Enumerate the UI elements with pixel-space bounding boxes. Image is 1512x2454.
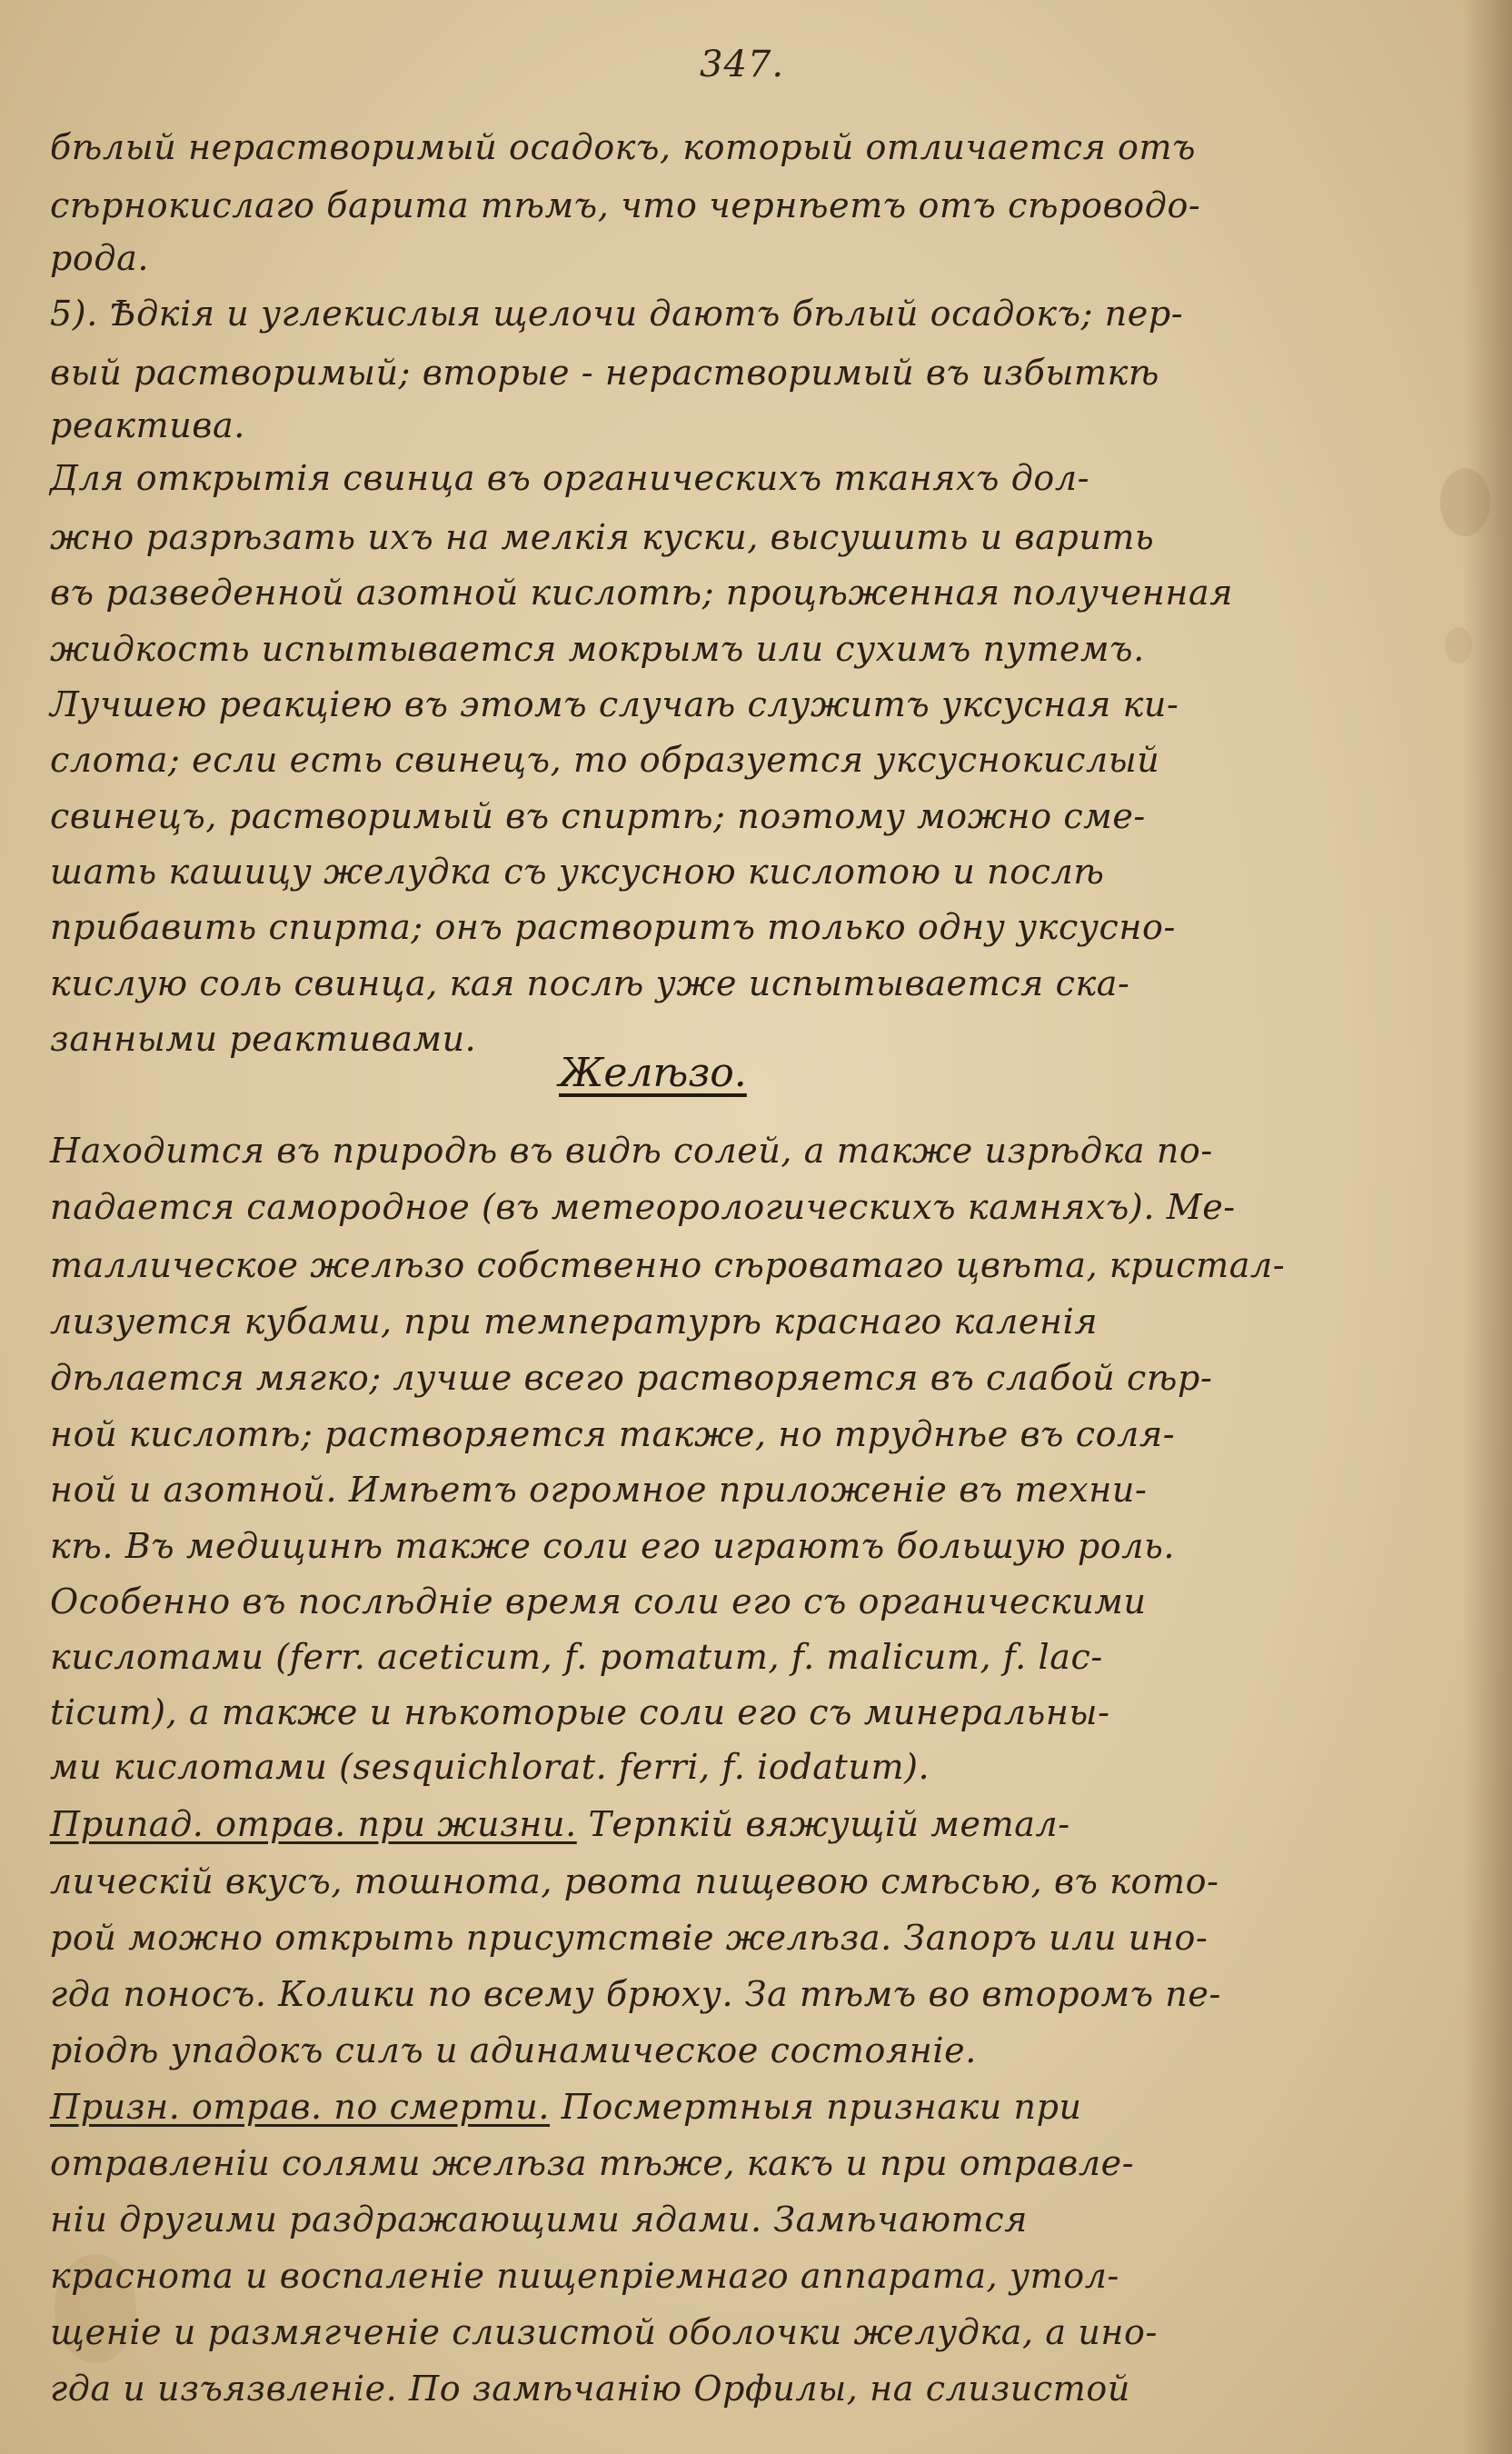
- underlined-label: Припад. отрав. при жизни.: [50, 1804, 577, 1844]
- text-line: гда поносъ. Колики по всему брюху. За тѣмъ во второмъ пе-: [50, 1974, 1221, 2014]
- text-line: ми кислотами (sesquichlorat. ferri, f. iodatum).: [50, 1747, 930, 1787]
- text-line: слота; если есть свинецъ, то образуется уксуснокислый: [50, 740, 1160, 780]
- text-line: щеніе и размягченіе слизистой оболочки желудка, а ино-: [50, 2312, 1158, 2352]
- section-heading: Желѣзо.: [559, 1050, 747, 1096]
- text-line: ной и азотной. Имѣетъ огромное приложеніе въ техни-: [50, 1470, 1148, 1510]
- text-line: Особенно въ послѣдніе время соли его съ органическими: [50, 1581, 1147, 1621]
- underlined-label: Призн. отрав. по смерти.: [50, 2087, 551, 2127]
- text-line: жидкость испытывается мокрымъ или сухимъ путемъ.: [50, 629, 1145, 669]
- text-line: ticum), а также и нѣкоторые соли его съ минеральны-: [50, 1692, 1110, 1732]
- text-line: краснота и воспаленіе пищепріемнаго аппарата, утол-: [50, 2256, 1119, 2296]
- text-line: сѣрнокислаго барита тѣмъ, что чернѣетъ отъ сѣроводо-: [50, 185, 1201, 225]
- text-line: жно разрѣзать ихъ на мелкія куски, высушить и варить: [50, 517, 1155, 557]
- text-line: Для открытія свинца въ органическихъ тканяхъ дол-: [50, 458, 1090, 498]
- text-line: прибавить спирта; онъ растворитъ только одну уксусно-: [50, 907, 1176, 947]
- text-line: реактива.: [50, 405, 245, 445]
- page-number: 347.: [700, 44, 785, 85]
- text-line: лизуется кубами, при температурѣ краснаго каленія: [50, 1302, 1099, 1342]
- text-line: падается самородное (въ метеорологическихъ камняхъ). Ме-: [50, 1187, 1236, 1227]
- text-line: рода.: [50, 238, 150, 278]
- text-line: ной кислотѣ; растворяется также, но труднѣе въ соля-: [50, 1414, 1176, 1454]
- text-line: шать кашицу желудка съ уксусною кислотою и послѣ: [50, 852, 1105, 892]
- text-line: [50, 1804, 1070, 1844]
- text-line: ніи другими раздражающими ядами. Замѣчаются: [50, 2200, 1028, 2240]
- text-line: занными реактивами.: [50, 1019, 477, 1059]
- text-line: свинецъ, растворимый въ спиртѣ; поэтому можно сме-: [50, 796, 1146, 836]
- text-line: Лучшею реакціею въ этомъ случаѣ служитъ уксусная ки-: [50, 684, 1179, 724]
- text-line: кислотами (ferr. aceticum, f. pomatum, f. malicum, f. lac-: [50, 1637, 1103, 1677]
- text-line: Находится въ природѣ въ видѣ солей, а также изрѣдка по-: [50, 1131, 1213, 1171]
- text-line: гда и изъязвленіе. По замѣчанію Орфилы, на слизистой: [50, 2369, 1130, 2409]
- text-line: кислую соль свинца, кая послѣ уже испытывается ска-: [50, 963, 1130, 1003]
- text-segment: Посмертныя признаки при: [550, 2087, 1082, 2127]
- text-line: 5). Ѣдкія и углекислыя щелочи даютъ бѣлый осадокъ; пер-: [50, 294, 1184, 334]
- text-line: таллическое желѣзо собственно сѣроватаго цвѣта, кристал-: [50, 1245, 1286, 1285]
- text-line: лическій вкусъ, тошнота, рвота пищевою смѣсью, въ кото-: [50, 1861, 1219, 1901]
- page-gutter-shadow: [1463, 0, 1512, 2454]
- text-line: въ разведенной азотной кислотѣ; процѣженная полученная: [50, 573, 1233, 613]
- text-line: рой можно открыть присутствіе желѣза. Запоръ или ино-: [50, 1918, 1209, 1958]
- text-line: ріодѣ упадокъ силъ и адинамическое состояніе.: [50, 2030, 977, 2070]
- text-line: [50, 2087, 1082, 2127]
- text-line: бѣлый нерастворимый осадокъ, который отличается отъ: [50, 127, 1197, 167]
- text-line: отравленіи солями желѣза тѣже, какъ и при отравле-: [50, 2143, 1135, 2183]
- text-line: вый растворимый; вторые - нерастворимый въ избыткѣ: [50, 353, 1160, 393]
- text-line: кѣ. Въ медицинѣ также соли его играютъ большую роль.: [50, 1526, 1176, 1566]
- text-line: дѣлается мягко; лучше всего растворяется въ слабой сѣр-: [50, 1358, 1213, 1398]
- text-segment: Терпкій вяжущій метал-: [576, 1804, 1070, 1844]
